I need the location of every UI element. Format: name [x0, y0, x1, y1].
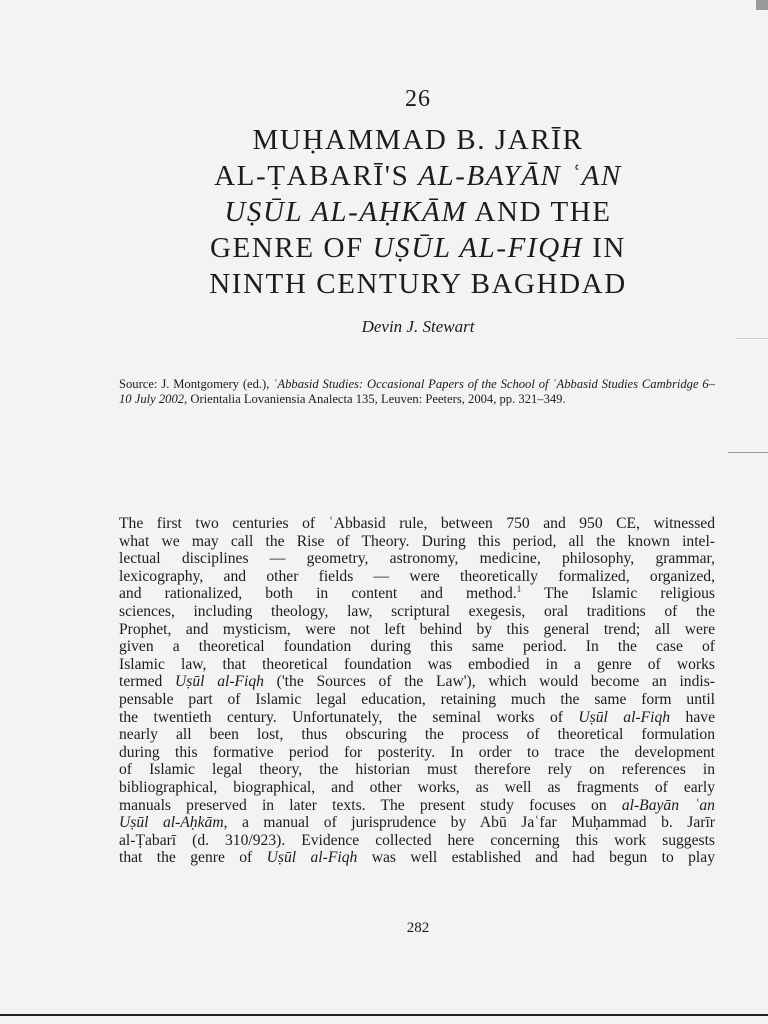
body-line: nearly all been lost, thus obscuring the process of theoretical formulation: [119, 726, 715, 744]
title-line-2: AL-ṬABARĪ'S AL-BAYĀN ʿAN: [214, 160, 622, 192]
body-line: lexicography, and other fields — were theoretically formalized, organized,: [119, 567, 715, 585]
title-line-1: MUḤAMMAD B. JARĪR: [252, 124, 584, 156]
body-line: Uṣūl al-Aḥkām, a manual of jurisprudence by Abū Jaʿfar Muḥammad b. Jarīr: [119, 814, 715, 832]
page-number: 282: [406, 920, 430, 936]
source-citation: Source: J. Montgomery (ed.), ʿAbbasid Studies: Occasional Papers of the School of ʿAbbasid Studies Cambridge 6–10 July 2002, Orientalia Lovaniensia Analecta 135, Leuven: Peeters, 2004, pp. 321–349.: [119, 377, 715, 406]
title-line-3: UṢŪL AL-AḤKĀM AND THE: [224, 196, 612, 228]
body-line: Islamic law, that theoretical foundation was embodied in a genre of works: [119, 655, 715, 673]
body-line: given a theoretical foundation during this same period. In the case of: [119, 638, 715, 656]
title-line-4: GENRE OF UṢŪL AL-FIQH IN: [210, 232, 626, 264]
body-line: the twentieth century. Unfortunately, the seminal works of Uṣūl al-Fiqh have: [119, 708, 715, 726]
body-line: and rationalized, both in content and method.$^1$ The Islamic religious: [119, 584, 715, 603]
body-line: what we may call the Rise of Theory. During this period, all the known intel-: [119, 532, 715, 550]
scan-artifact-line: [736, 338, 768, 339]
body-line: pensable part of Islamic legal education, retaining much the same form until: [119, 690, 715, 708]
chapter-title: [140, 122, 696, 302]
scan-artifact-line: [728, 452, 768, 453]
body-line: lectual disciplines — geometry, astronomy, medicine, philosophy, grammar,: [119, 550, 715, 568]
author-name: Devin J. Stewart: [361, 317, 475, 336]
body-line: manuals preserved in later texts. The present study focuses on al-Bayān ʿan: [119, 796, 715, 814]
body-line: during this formative period for posterity. In order to trace the development: [119, 743, 715, 761]
footnote-marker: 1: [516, 584, 522, 595]
body-line: Prophet, and mysticism, were not left behind by this general trend; all were: [119, 620, 715, 638]
body-line: that the genre of Uṣūl al-Fiqh was well established and had begun to play: [119, 849, 715, 867]
body-line: sciences, including theology, law, scriptural exegesis, oral traditions of the: [119, 602, 715, 620]
body-line: of Islamic legal theory, the historian must therefore rely on references in: [119, 761, 715, 779]
body-line: bibliographical, biographical, and other works, as well as fragments of early: [119, 778, 715, 796]
body-line: termed Uṣūl al-Fiqh ('the Sources of the Law'), which would become an indis-: [119, 673, 715, 691]
body-line: The first two centuries of ʿAbbasid rule, between 750 and 950 CE, witnessed: [119, 515, 715, 532]
scan-bottom-edge: [0, 1014, 768, 1016]
title-line-5: NINTH CENTURY BAGHDAD: [209, 268, 627, 300]
body-paragraph: [119, 515, 715, 867]
chapter-number: 26: [405, 86, 431, 112]
scan-corner-mark: [756, 0, 768, 10]
body-line: al-Ṭabarī (d. 310/923). Evidence collected here concerning this work suggests: [119, 831, 715, 849]
